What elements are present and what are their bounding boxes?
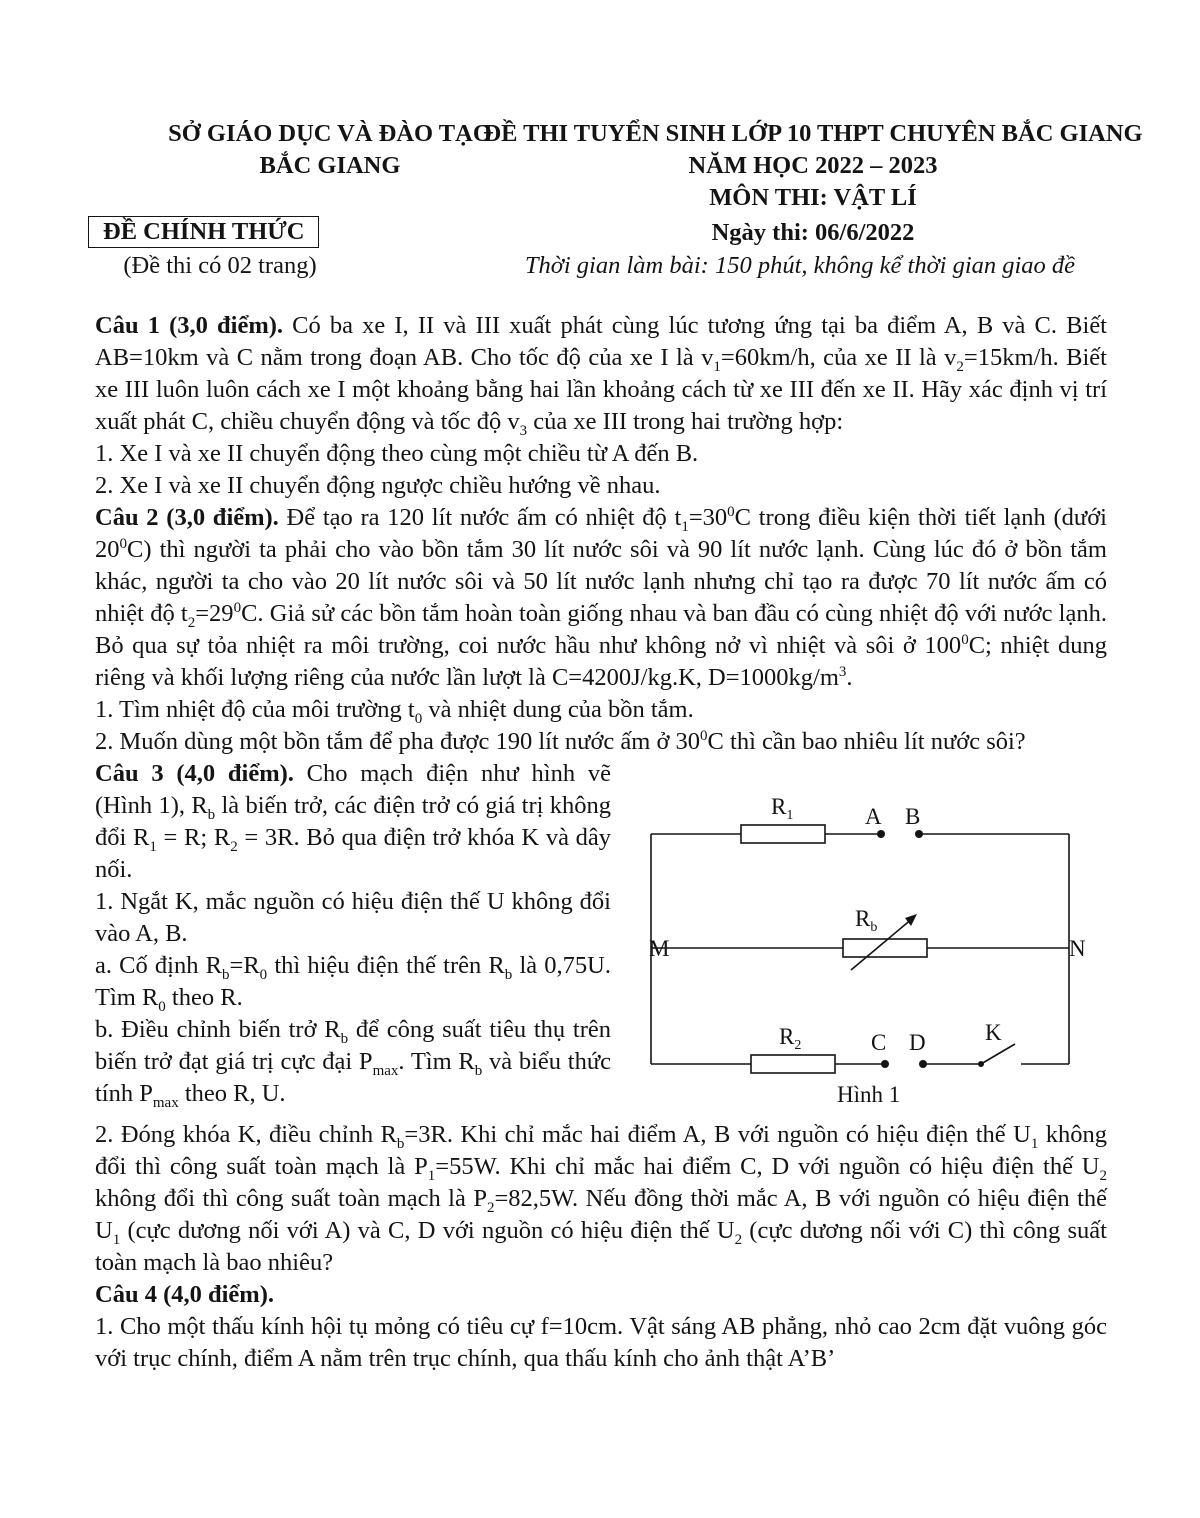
question-3-intro	[95, 758, 611, 886]
q2-item1-sub: 0	[414, 710, 423, 727]
q3a-sub: 0	[259, 966, 268, 983]
q1-sub: 2	[956, 358, 964, 375]
province-name: BẮC GIANG	[259, 152, 401, 179]
q3b-sub: b	[474, 1062, 483, 1079]
switch-pivot	[978, 1061, 984, 1067]
q2-sup: 0	[119, 535, 127, 552]
q2-item2-sup: 0	[700, 727, 708, 744]
q2-item1-text: 1. Tìm nhiệt độ của môi trường t	[95, 696, 415, 723]
question-3-part-1: 1. Ngắt K, mắc nguồn có hiệu điện thế U không đổi vào A, B.	[95, 888, 611, 947]
q2-sup: 3	[838, 663, 847, 680]
terminal-b	[915, 830, 923, 838]
q3p2-text: (cực dương nối với C) thì công suất toàn mạch là bao nhiêu?	[95, 1217, 1107, 1276]
q2-sup: 0	[727, 503, 735, 520]
q3-sub: 2	[230, 838, 238, 855]
q3a-text: là 0,75U. Tìm R	[95, 952, 611, 1011]
subject-line: MÔN THI: VẬT LÍ	[709, 184, 917, 211]
question-1-item-2: 2. Xe I và xe II chuyển động ngược chiều hướng về nhau.	[95, 472, 661, 499]
exam-title: ĐỀ THI TUYỂN SINH LỚP 10 THPT CHUYÊN BẮC GIANG	[483, 120, 1143, 147]
page-count: (Đề thi có 02 trang)	[123, 252, 317, 279]
q3p2-text: không đổi thì công suất toàn mạch là P	[95, 1121, 1108, 1180]
label-k: K	[985, 1020, 1002, 1045]
q1-text: Có ba xe I, II và III xuất phát cùng lúc tương ứng tại ba điểm A, B và C. Biết AB=10km và C nằm trong đoạn AB. Cho tốc độ của xe I là v	[95, 312, 1107, 371]
duration-note: Thời gian làm bài: 150 phút, không kể thời gian giao đề	[524, 252, 1076, 279]
switch-k	[981, 1044, 1015, 1064]
label-c: C	[871, 1030, 887, 1055]
question-3-part-2	[95, 1119, 1107, 1279]
q3p2-sub: 1	[1030, 1135, 1039, 1152]
label-n: N	[1069, 936, 1086, 961]
q3-text: = R; R	[156, 824, 231, 851]
q2-item2-text: 2. Muốn dùng một bồn tắm để pha được 190 lít nước ấm ở 30	[95, 728, 701, 755]
label-d: D	[909, 1030, 926, 1055]
resistor-r2	[751, 1055, 835, 1073]
q3p2-text: =3R. Khi chỉ mắc hai điểm A, B với nguồn có hiệu điện thế U	[404, 1121, 1031, 1148]
q1-sub: 1	[713, 358, 721, 375]
question-3-text	[95, 758, 611, 1119]
label-m: M	[649, 936, 670, 961]
q2-text: =29	[195, 600, 234, 627]
question-3-part-1a	[95, 950, 611, 1014]
q3b-sub: max	[372, 1062, 399, 1079]
question-3-label: Câu 3 (4,0 điểm).	[95, 760, 294, 787]
q3a-text: thì hiệu điện thế trên R	[267, 952, 505, 979]
circuit-figure	[611, 758, 1107, 1119]
q3b-text: và biểu thức tính P	[95, 1048, 612, 1107]
q1-sub: 3	[519, 422, 528, 439]
q2-text: C) thì người ta phải cho vào bồn tắm 30 lít nước sôi và 90 lít nước lạnh. Cùng lúc đó ở bồn tắm khác, người ta cho vào 20 lít nước sôi và 50 lít nước lạnh nhưng chỉ tạo ra được 70 lít nước ấm có nhiệt độ t	[95, 536, 1107, 627]
q2-sub: 2	[187, 614, 196, 631]
q2-item2-text: C thì cần bao nhiêu lít nước sôi?	[707, 728, 1026, 755]
q3p2-sub: 1	[427, 1167, 436, 1184]
label-b: B	[905, 804, 921, 829]
terminal-d	[919, 1060, 927, 1068]
official-stamp: ĐỀ CHÍNH THỨC	[88, 216, 319, 248]
q3p2-text: (cực dương nối với A) và C, D với nguồn có hiệu điện thế U	[120, 1217, 735, 1244]
q2-text: C. Giả sử các bồn tắm hoàn toàn giống nhau và ban đầu có cùng nhiệt độ với nước lạnh. Bỏ qua sự tỏa nhiệt ra môi trường, coi nước hầu như không nở vì nhiệt và sôi ở 100	[95, 600, 1107, 659]
exam-body	[95, 310, 1107, 1375]
label-r1: $R_1$	[771, 794, 794, 823]
q2-text: C trong điều kiện thời tiết lạnh (dưới 20	[95, 504, 1107, 563]
q3b-sub: max	[152, 1094, 179, 1111]
q3p2-text: không đổi thì công suất toàn mạch là P	[95, 1185, 487, 1212]
q3a-sub: 0	[158, 998, 166, 1015]
official-box-wrap	[88, 212, 350, 248]
q3-text: là biến trở, các điện trở có giá trị không đổi R	[95, 792, 611, 851]
q3p2-text: =55W. Khi chỉ mắc hai điểm C, D với nguồn có hiệu điện thế U	[435, 1153, 1100, 1180]
q3p2-text: =82,5W. Nếu đồng thời mắc A, B với nguồn có hiệu điện thế U	[95, 1185, 1107, 1244]
question-3-block	[95, 758, 1107, 1119]
q3a-text: =R	[229, 952, 260, 979]
q3-sub: b	[207, 806, 216, 823]
terminal-a	[877, 830, 885, 838]
question-4-item-1: 1. Cho một thấu kính hội tụ mỏng có tiêu cự f=10cm. Vật sáng AB phẳng, nhỏ cao 2cm đặt vuông góc với trục chính, điểm A nằm trên trục chính, qua thấu kính cho ảnh thật A’B’	[95, 1313, 1107, 1372]
q2-sup: 0	[233, 599, 242, 616]
q3a-text: a. Cố định R	[95, 952, 222, 979]
q3b-text: b. Điều chỉnh biến trở R	[95, 1016, 341, 1043]
q3a-text: theo R.	[165, 984, 243, 1011]
q3-text: Cho mạch điện như hình vẽ (Hình 1), R	[95, 760, 611, 819]
q2-text: Để tạo ra 120 lít nước ấm có nhiệt độ t	[278, 504, 682, 531]
q2-text: =30	[688, 504, 728, 531]
q3p2-sub: 1	[112, 1231, 121, 1248]
q3p2-sub: b	[396, 1135, 405, 1152]
question-4-label: Câu 4 (4,0 điểm).	[95, 1281, 274, 1308]
q3a-sub: b	[222, 966, 230, 983]
terminal-c	[881, 1060, 889, 1068]
q2-sub: 1	[681, 518, 689, 535]
figure-caption: Hình 1	[837, 1082, 901, 1107]
q1-text: của xe III trong hai trường hợp:	[527, 408, 844, 435]
department-name: SỞ GIÁO DỤC VÀ ĐÀO TẠO	[168, 120, 492, 147]
q1-text: =60km/h, của xe II là v	[720, 344, 957, 371]
label-a: A	[865, 804, 882, 829]
question-2-item-1	[95, 694, 1107, 726]
q3b-sub: b	[340, 1030, 349, 1047]
label-rb: $R_b$	[855, 906, 878, 935]
school-year: NĂM HỌC 2022 – 2023	[688, 152, 938, 179]
question-2-item-2	[95, 726, 1107, 758]
q3-sub: 1	[149, 838, 157, 855]
q3p2-text: 2. Đóng khóa K, điều chỉnh R	[95, 1121, 397, 1148]
resistor-r1	[741, 825, 825, 843]
q3p2-sub: 2	[734, 1231, 743, 1248]
q2-text: C; nhiệt dung riêng và khối lượng riêng của nước lần lượt là C=4200J/kg.K, D=1000kg/m	[95, 632, 1107, 691]
q2-sup: 0	[961, 631, 969, 648]
circuit-diagram	[611, 758, 1107, 1110]
q3p2-sub: 2	[486, 1199, 495, 1216]
q3b-text: để công suất tiêu thụ trên biến trở đạt giá trị cực đại P	[95, 1016, 611, 1075]
exam-date: Ngày thi: 06/6/2022	[711, 219, 915, 246]
label-r2: $R_2$	[779, 1024, 802, 1053]
q3b-text: theo R, U.	[178, 1080, 286, 1107]
q3b-text: . Tìm R	[398, 1048, 475, 1075]
q3a-sub: b	[504, 966, 513, 983]
question-2-label: Câu 2 (3,0 điểm).	[95, 504, 279, 531]
question-1	[95, 310, 1107, 438]
q2-item1-text: và nhiệt dung của bồn tắm.	[422, 696, 694, 723]
exam-header	[432, 118, 1194, 249]
question-1-item-1: 1. Xe I và xe II chuyển động theo cùng một chiều từ A đến B.	[95, 440, 699, 467]
q2-text: .	[846, 664, 853, 691]
q3p2-sub: 2	[1099, 1167, 1107, 1184]
question-2	[95, 502, 1107, 694]
question-1-label: Câu 1 (3,0 điểm).	[95, 312, 284, 339]
question-3-part-1b	[95, 1014, 611, 1110]
q3-text: = 3R. Bỏ qua điện trở khóa K và dây nối.	[95, 824, 612, 883]
q1-text: =15km/h. Biết xe III luôn luôn cách xe I một khoảng bằng hai lần khoảng cách từ xe III đến xe II. Hãy xác định vị trí xuất phát C, chiều chuyển động và tốc độ v	[95, 344, 1107, 435]
